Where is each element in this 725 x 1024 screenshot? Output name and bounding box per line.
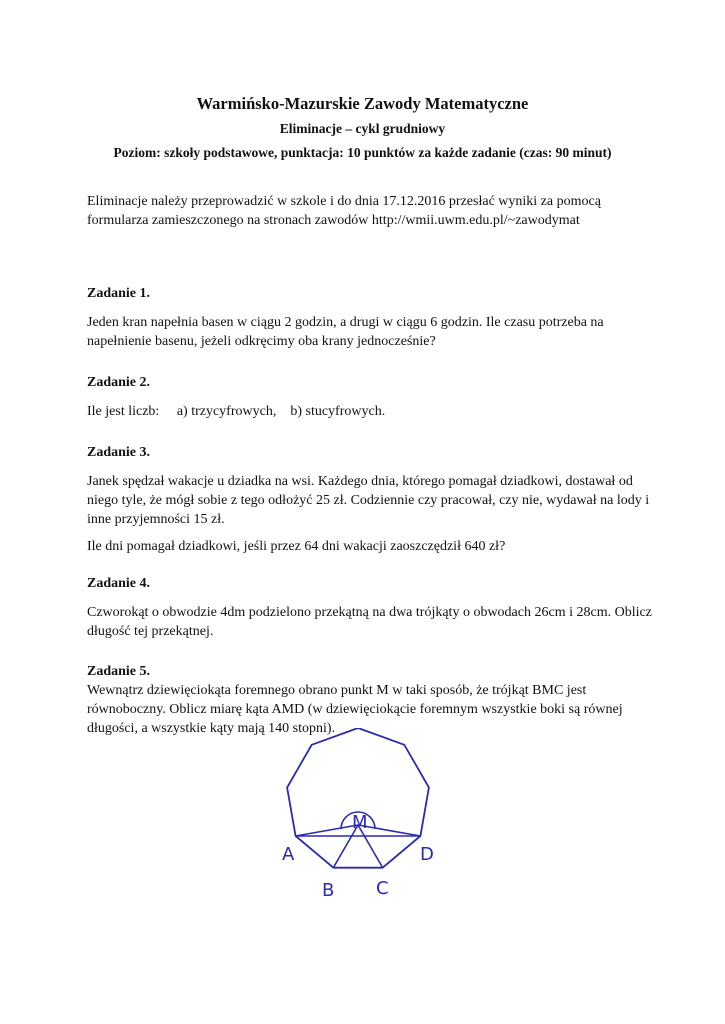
label-b: B (322, 880, 335, 901)
task-4-text: Czworokąt o obwodzie 4dm podzielono przekątną na dwa trójkąty o obwodach 26cm i 28cm. Oblicz długość tej przekątnej. (87, 605, 652, 639)
label-d: D (420, 844, 434, 865)
task-3-question: Ile dni pomagał dziadkowi, jeśli przez 64 dni wakacji zaoszczędził 640 zł? (87, 539, 506, 554)
task-4-title: Zadanie 4. (87, 576, 151, 591)
document-level-info: Poziom: szkoły podstawowe, punktacja: 10 punktów za każde zadanie (czas: 90 minut) (113, 145, 612, 160)
task-1 (87, 284, 657, 359)
document-title: Warmińsko-Mazurskie Zawody Matematyczne (196, 94, 529, 113)
document-subtitle: Eliminacje – cykl grudniowy (279, 121, 446, 136)
intro-line-2: formularza zamieszczonego na stronach zawodów http://wmii.uwm.edu.pl/~zawodymat (87, 213, 580, 228)
label-a: A (282, 844, 295, 865)
nonagon-svg (270, 728, 450, 908)
segment-m-a (296, 825, 358, 836)
label-c: C (376, 878, 389, 899)
task-2-option-a: a) trzycyfrowych, (176, 404, 277, 419)
task-2-prefix: Ile jest liczb: (87, 404, 160, 419)
task-2-text (87, 402, 657, 421)
task-2 (87, 373, 657, 429)
task-1-text: Jeden kran napełnia basen w ciągu 2 godzin, a drugi w ciągu 6 godzin. Ile czasu potrzeba na napełnienie basenu, jeżeli odkręcimy oba krany jednocześnie? (87, 315, 604, 349)
task-5-title: Zadanie 5. (87, 664, 151, 679)
task-3-title: Zadanie 3. (87, 445, 151, 460)
task-2-option-b: b) stucyfrowych. (290, 404, 386, 419)
task-1-title: Zadanie 1. (87, 286, 151, 301)
intro-paragraph (87, 192, 647, 230)
label-m: M (352, 812, 368, 833)
intro-line-1: Eliminacje należy przeprowadzić w szkole i do dnia 17.12.2016 przesłać wyniki za pomocą (87, 194, 601, 209)
task-3-text: Janek spędzał wakacje u dziadka na wsi. Każdego dnia, którego pomagał dziadkowi, dostawał od niego tyle, że mógł sobie z tego odłożyć 25 zł. Codziennie czy pracował, czy nie, wydawał na lody i inne przyjemności 15 zł. (87, 474, 650, 527)
task-2-title: Zadanie 2. (87, 375, 151, 390)
task-3 (87, 443, 657, 564)
task-5-text: Wewnątrz dziewięciokąta foremnego obrano punkt M w taki sposób, że trójkąt BMC jest równoboczny. Oblicz miarę kąta AMD (w dziewięciokącie foremnym wszystkie boki są równej długości, a wszystkie kąty mają 140 stopni). (87, 683, 623, 736)
nonagon-figure (270, 728, 450, 908)
task-4 (87, 574, 657, 649)
nonagon-shape (287, 728, 429, 868)
